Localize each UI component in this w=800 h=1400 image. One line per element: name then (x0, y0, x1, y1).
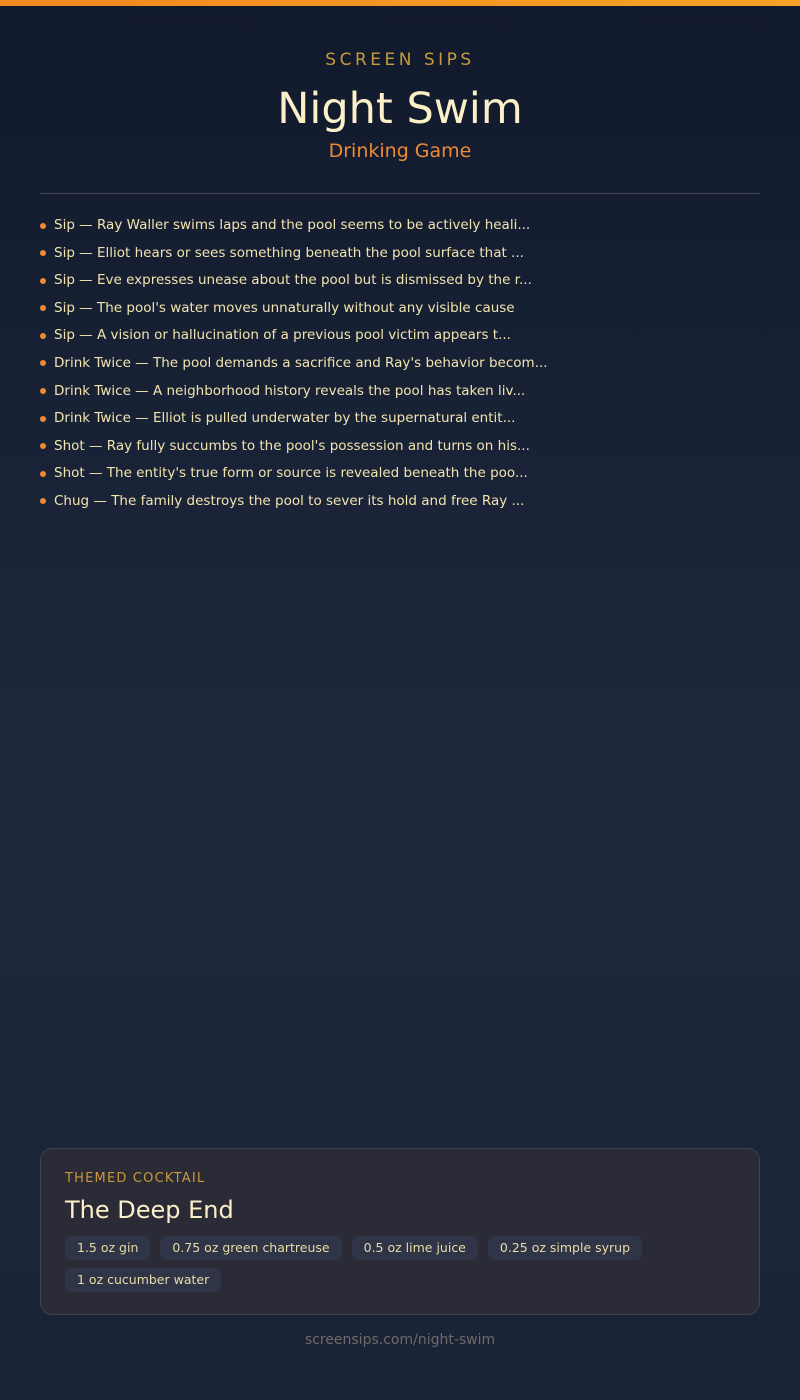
rule-item (40, 322, 760, 350)
bullet-dot-icon (40, 333, 46, 339)
page-subtitle: Drinking Game (328, 140, 472, 162)
rules-list (40, 212, 760, 516)
bullet-dot-icon (40, 416, 46, 422)
rule-text: Sip — A vision or hallucination of a previous pool victim appears t... (54, 327, 511, 344)
rule-item (40, 267, 760, 295)
ingredient-chip: 0.5 oz lime juice (352, 1236, 478, 1260)
rule-item (40, 350, 760, 378)
ingredient-list (65, 1236, 685, 1292)
rule-text: Sip — Eve expresses unease about the pool but is dismissed by the r... (54, 272, 532, 289)
rule-text: Shot — The entity's true form or source is revealed beneath the poo... (54, 465, 528, 482)
rule-text: Drink Twice — Elliot is pulled underwater by the supernatural entit... (54, 410, 516, 427)
bullet-dot-icon (40, 305, 46, 311)
bullet-dot-icon (40, 223, 46, 229)
cocktail-card (40, 1148, 760, 1315)
bullet-dot-icon (40, 250, 46, 256)
rule-text: Sip — Elliot hears or sees something beneath the pool surface that ... (54, 244, 524, 261)
rule-item (40, 378, 760, 406)
rule-item (40, 460, 760, 488)
footer-url: screensips.com/night-swim (304, 1332, 496, 1348)
ingredient-chip: 0.75 oz green chartreuse (160, 1236, 341, 1260)
rule-text: Sip — Ray Waller swims laps and the pool seems to be actively heali... (54, 217, 531, 233)
ingredient-chip: 0.25 oz simple syrup (488, 1236, 642, 1260)
brand-label: SCREEN SIPS (325, 50, 475, 70)
bullet-dot-icon (40, 471, 46, 477)
rule-text: Chug — The family destroys the pool to sever its hold and free Ray ... (54, 492, 525, 509)
bullet-dot-icon (40, 443, 46, 449)
rule-item (40, 405, 760, 433)
page-header (0, 50, 800, 162)
rule-item (40, 433, 760, 461)
header-divider (40, 193, 760, 194)
ingredient-chip: 1.5 oz gin (65, 1236, 150, 1260)
top-accent-bar (0, 0, 800, 6)
cocktail-label: THEMED COCKTAIL (65, 1171, 206, 1186)
bullet-dot-icon (40, 498, 46, 504)
rule-text: Shot — Ray fully succumbs to the pool's possession and turns on his... (54, 437, 530, 454)
rule-text: Sip — The pool's water moves unnaturally without any visible cause (54, 299, 515, 316)
rule-item (40, 295, 760, 323)
page-title: Night Swim (277, 84, 523, 134)
bullet-dot-icon (40, 388, 46, 394)
rule-text: Drink Twice — The pool demands a sacrifice and Ray's behavior becom... (54, 354, 548, 371)
bullet-dot-icon (40, 360, 46, 366)
cocktail-name: The Deep End (65, 1196, 234, 1224)
ingredient-chip: 1 oz cucumber water (65, 1268, 221, 1292)
rule-item (40, 240, 760, 268)
rule-item (40, 488, 760, 516)
rule-text: Drink Twice — A neighborhood history reveals the pool has taken liv... (54, 382, 526, 399)
bullet-dot-icon (40, 278, 46, 284)
rule-item (40, 212, 760, 240)
